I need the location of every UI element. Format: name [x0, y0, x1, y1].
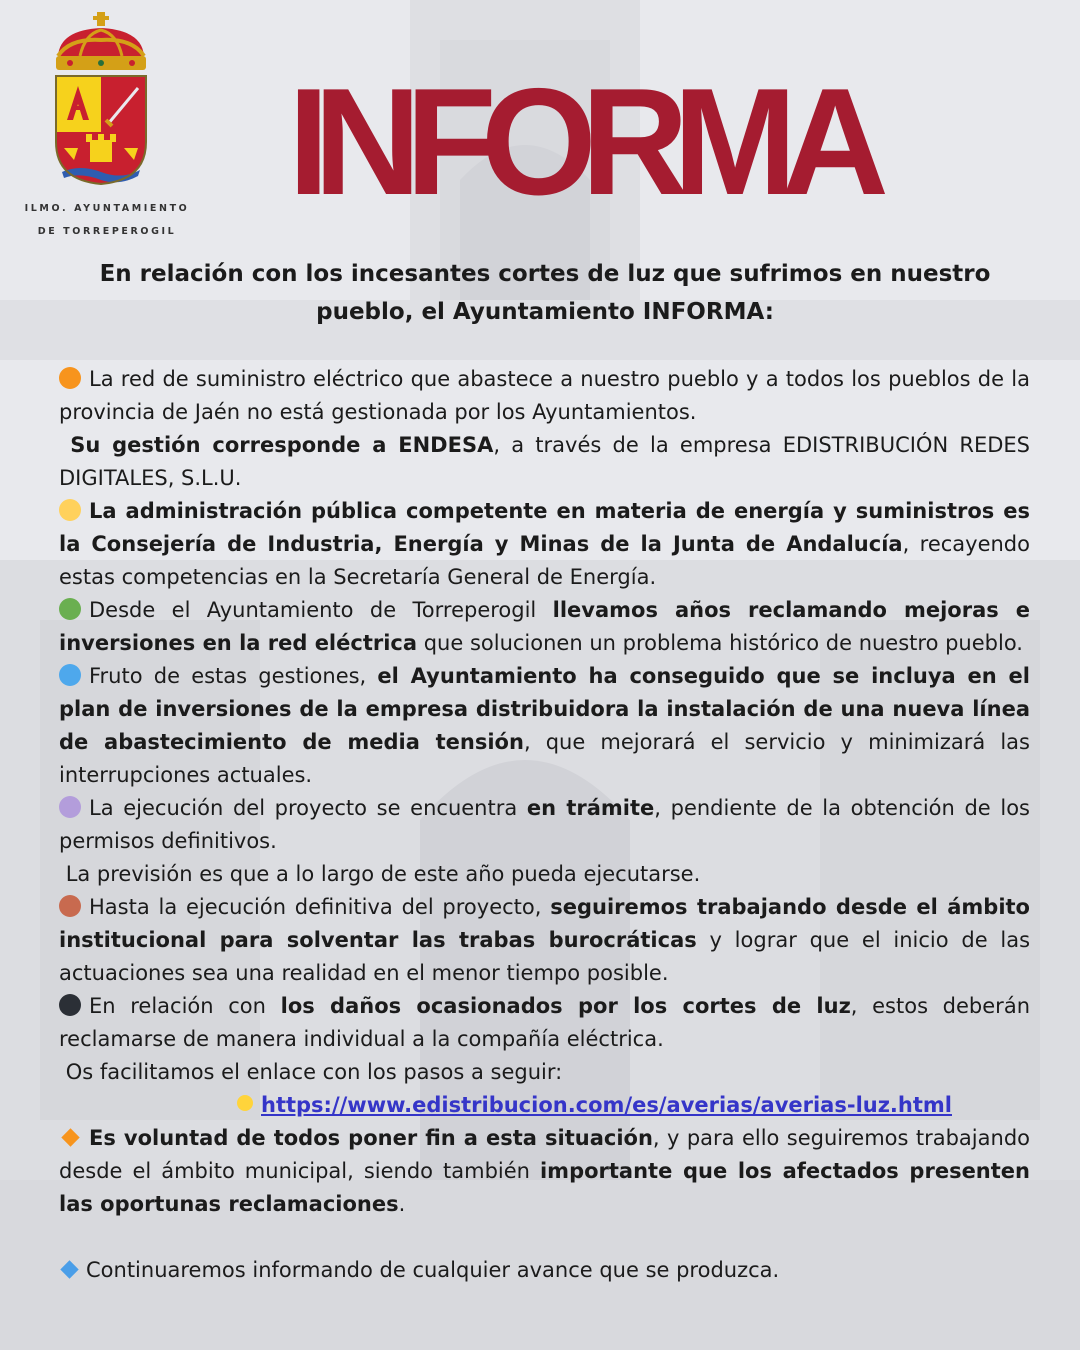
paragraph-2: Su gestión corresponde a ENDESA, a través de la empresa EDISTRIBUCIÓN REDES DIGITALES, S.L.U.: [59, 433, 1030, 490]
green-circle-icon: [59, 598, 81, 620]
town-crest-logo: [50, 12, 152, 190]
notice-body: [59, 363, 1030, 1287]
yellow-circle-icon: [59, 499, 81, 521]
brown-circle-icon: [59, 895, 81, 917]
yellow-dot-icon: [237, 1095, 253, 1111]
orange-circle-icon: [59, 367, 81, 389]
blue-diamond-icon: [60, 1260, 78, 1278]
paragraph-5: Fruto de estas gestiones, el Ayuntamiento ha conseguido que se incluya en el plan de inversiones de la empresa distribuidora la instalación de una nueva línea de abastecimiento de media tensión, que mejorará el servicio y minimizará las interrupciones actuales.: [59, 664, 1030, 787]
blue-circle-icon: [59, 664, 81, 686]
informa-headline: INFORMA: [288, 57, 874, 227]
paragraph-11: Es voluntad de todos poner fin a esta situación, y para ello seguiremos trabajando desde el ámbito municipal, siendo también importante que los afectados presenten las oportunas reclamaciones.: [59, 1126, 1030, 1216]
paragraph-8: Hasta la ejecución definitiva del proyecto, seguiremos trabajando desde el ámbito institucional para solventar las trabas burocráticas y lograr que el inicio de las actuaciones sea una realidad en el menor tiempo posible.: [59, 895, 1031, 985]
crest-caption-line2: DE TORREPEROGIL: [37, 226, 177, 237]
paragraph-7: La previsión es que a lo largo de este año pueda ejecutarse.: [65, 862, 701, 886]
paragraph-1: La red de suministro eléctrico que abastece a nuestro pueblo y a todos los pueblos de la provincia de Jaén no está gestionada por los Ayuntamientos.: [59, 367, 1030, 424]
paragraph-10: Os facilitamos el enlace con los pasos a seguir:: [65, 1060, 563, 1084]
orange-diamond-icon: [61, 1128, 79, 1146]
link-line: [59, 1089, 1030, 1122]
black-circle-icon: [59, 994, 81, 1016]
paragraph-9: En relación con los daños ocasionados por los cortes de luz, estos deberán reclamarse de manera individual a la compañía eléctrica.: [59, 994, 1030, 1051]
paragraph-3: La administración pública competente en materia de energía y suministros es la Consejería de Industria, Energía y Minas de la Junta de Andalucía, recayendo estas competencias en la Secretaría General de Energía.: [59, 499, 1030, 589]
purple-circle-icon: [59, 796, 81, 818]
averias-link[interactable]: https://www.edistribucion.com/es/averias/averias-luz.html: [261, 1093, 952, 1117]
paragraph-6: La ejecución del proyecto se encuentra en trámite, pendiente de la obtención de los permisos definitivos.: [59, 796, 1031, 853]
crest-caption-line1: ILMO. AYUNTAMIENTO: [24, 203, 190, 214]
intro-heading: En relación con los incesantes cortes de luz que sufrimos en nuestro pueblo, el Ayuntamiento INFORMA:: [99, 261, 991, 325]
crest-caption: [22, 197, 192, 243]
paragraph-4: Desde el Ayuntamiento de Torreperogil llevamos años reclamando mejoras e inversiones en la red eléctrica que solucionen un problema histórico de nuestro pueblo.: [59, 598, 1031, 655]
paragraph-12: Continuaremos informando de cualquier avance que se produzca.: [59, 1254, 1030, 1287]
endesa-statement: Su gestión corresponde a ENDESA: [70, 433, 494, 457]
